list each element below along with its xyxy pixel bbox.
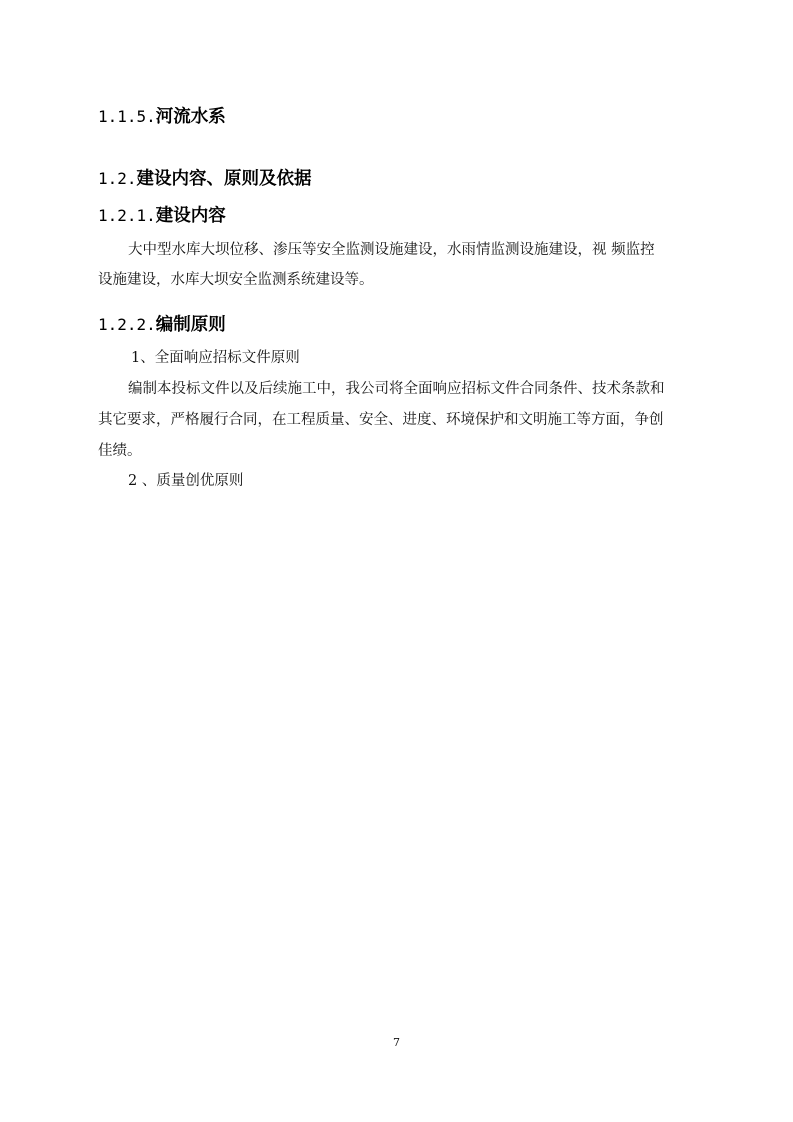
- heading-1-1-5: [98, 106, 226, 128]
- heading-number: 1.2.1.: [98, 206, 156, 225]
- heading-1-2-1: [98, 205, 226, 227]
- paragraph-line: 设施建设，水库大坝安全监测系统建设等。: [98, 272, 374, 288]
- heading-text: 建设内容、原则及依据: [136, 169, 312, 189]
- paragraph-line: 大中型水库大坝位移、渗压等安全监测设施建设，水雨情监测设施建设，视 频监控: [128, 242, 655, 258]
- heading-number: 1.2.2.: [98, 315, 156, 334]
- heading-text: 建设内容: [155, 206, 226, 226]
- heading-text: 河流水系: [155, 107, 226, 127]
- heading-1-2-2: [98, 314, 226, 336]
- page-number: 7: [393, 1036, 400, 1049]
- paragraph-line: 编制本投标文件以及后续施工中，我公司将全面响应招标文件合同条件、技术条款和: [128, 381, 665, 397]
- list-item-title: 2 、质量创优原则: [128, 473, 244, 489]
- list-item-title: 1、全面响应招标文件原则: [131, 350, 300, 366]
- paragraph-line: 佳绩。: [98, 443, 142, 459]
- heading-number: 1.1.5.: [98, 107, 156, 126]
- heading-text: 编制原则: [155, 315, 226, 335]
- heading-1-2: [98, 168, 312, 190]
- paragraph-line: 其它要求，严格履行合同，在工程质量、安全、进度、环境保护和文明施工等方面，争创: [98, 412, 664, 428]
- heading-number: 1.2.: [98, 169, 137, 188]
